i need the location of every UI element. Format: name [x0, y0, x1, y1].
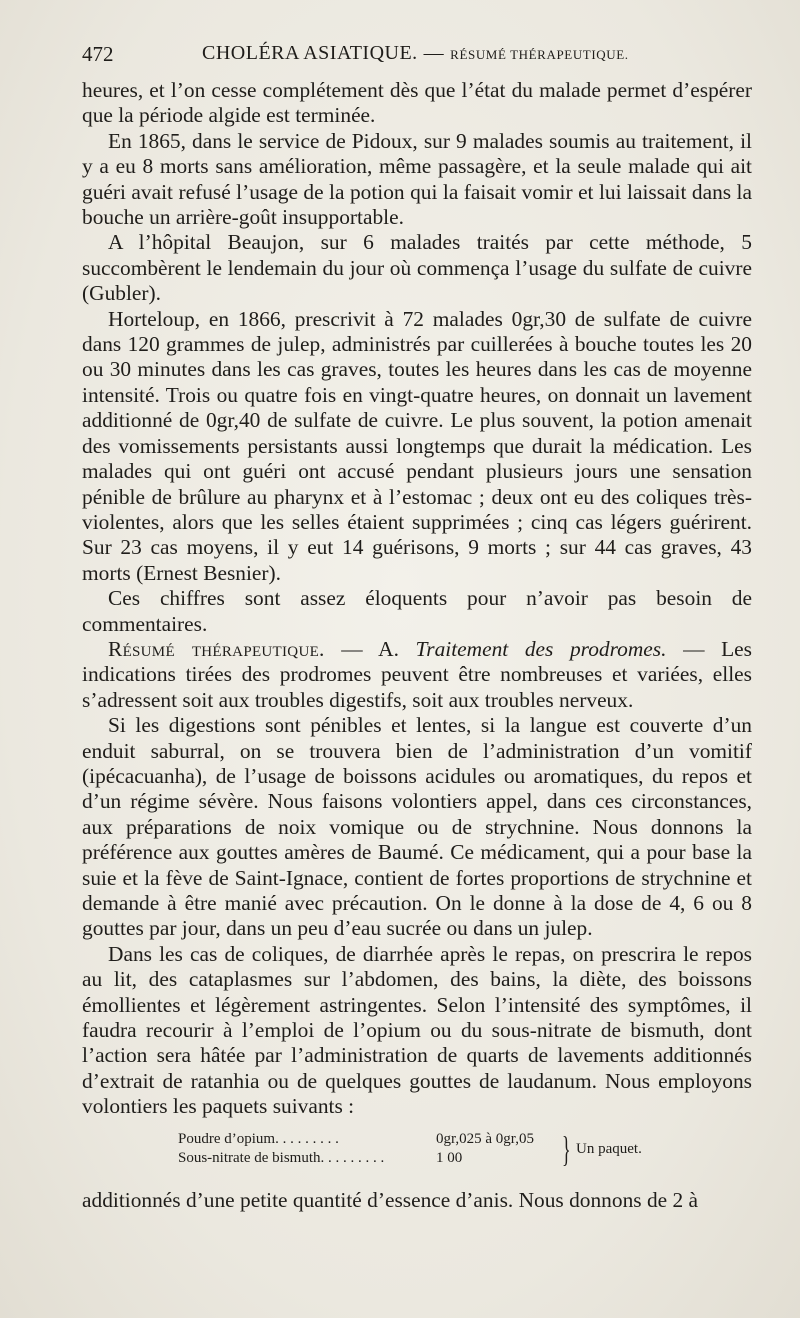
ingredient-dose: 0gr,025 à 0gr,05: [436, 1130, 534, 1147]
paragraph-3: A l’hôpital Beaujon, sur 6 malades traités par cette méthode, 5 succombèrent le lendemain du jour où commença l’usage du sulfate de cuivre (Gubler).: [82, 230, 752, 306]
ingredient-name: Poudre d’opium. . . . . . . . .: [178, 1130, 339, 1147]
ingredient-dose: 1 00: [436, 1149, 463, 1166]
paragraph-4: Horteloup, en 1866, prescrivit à 72 malades 0gr,30 de sulfate de cuivre dans 120 grammes de julep, administrés par cuillerées à bouche toutes les 20 ou 30 minutes dans les cas graves, toutes les heures dans les cas de moyenne intensité. Trois ou quatre fois en vingt-quatre heures, on donnait un lavement additionné de 0gr,40 de sulfate de cuivre. Le plus souvent, la potion amenait des vomissements persistants aussi longtemps que durait la médication. Les malades qui ont guéri ont accusé pendant plusieurs jours une sensation pénible de brûlure au pharynx et à l’estomac ; deux ont eu des coliques très-violentes, alors que les selles étaient supprimées ; cinq cas légers guérirent. Sur 23 cas moyens, il y eut 14 guérisons, 9 morts ; sur 44 cas graves, 43 morts (Ernest Besnier).: [82, 306, 752, 585]
paragraph-2: En 1865, dans le service de Pidoux, sur 9 malades soumis au traitement, il y a eu 8 morts sans amélioration, même passagère, et la seule malade qui ait guéri avait refusé l’usage de la potion qui la faisait vomir et lui laissait dans la bouche un arrière-goût insupportable.: [82, 128, 752, 230]
prescription-row: [178, 1130, 534, 1149]
prescription-note: Un paquet.: [576, 1140, 642, 1157]
paragraph-1: heures, et l’on cesse complétement dès que l’état du malade permet d’espérer que la période algide est terminée.: [82, 78, 752, 128]
summary-heading: Traitement des prodromes.: [415, 636, 667, 661]
paragraph-5: Ces chiffres sont assez éloquents pour n’avoir pas besoin de commentaires.: [82, 586, 752, 636]
page-number: 472: [82, 42, 114, 66]
summary-text: — Les indications tirées des prodromes peuvent être nombreuses et variées, elles s’adressent soit aux troubles digestifs, soit aux troubles nerveux.: [82, 636, 752, 712]
section-title: RÉSUMÉ THÉRAPEUTIQUE.: [450, 47, 629, 62]
running-title: [202, 42, 629, 65]
paragraph-9: additionnés d’une petite quantité d’essence d’anis. Nous donnons de 2 à: [82, 1187, 699, 1212]
summary-label: Résumé thérapeutique.: [108, 636, 325, 661]
prescription-row: [178, 1149, 462, 1168]
title-dash: —: [423, 42, 445, 64]
paragraph-6: [82, 637, 752, 713]
brace-symbol: }: [562, 1128, 571, 1169]
summary-section-marker: — A.: [324, 636, 416, 661]
ingredient-name: Sous-nitrate de bismuth. . . . . . . . .: [178, 1149, 385, 1166]
paragraph-7: Si les digestions sont pénibles et lentes, si la langue est couverte d’un enduit saburral, on se trouvera bien de l’administration d’un vomitif (ipécacuanha), de l’usage de boissons acidules ou aromatiques, du repos et d’un régime sévère. Nous faisons volontiers appel, dans ces circonstances, aux préparations de noix vomique ou de strychnine. Nous donnons la préférence aux gouttes amères de Baumé. Ce médicament, qui a pour base la suie et la fève de Saint-Ignace, contient de fortes proportions de strychnine et demande à être manié avec précaution. On le donne à la dose de 4, 6 ou 8 gouttes par jour, dans un peu d’eau sucrée ou dans un julep.: [82, 713, 752, 941]
chapter-title: CHOLÉRA ASIATIQUE.: [202, 42, 418, 64]
paragraph-8: Dans les cas de coliques, de diarrhée après le repas, on prescrira le repos au lit, des cataplasmes sur l’abdomen, des bains, la diète, des boissons émollientes et légèrement astringentes. Selon l’intensité des symptômes, il faudra recourir à l’emploi de l’opium ou du sous-nitrate de bismuth, dont l’action sera hâtée par l’administration de quarts de lavements additionnés d’extrait de ratanhia ou de quelques gouttes de laudanum. Nous employons volontiers les paquets suivants :: [82, 941, 752, 1119]
page-body: [82, 78, 752, 1213]
running-header: [82, 42, 752, 72]
prescription-formula: [178, 1130, 738, 1174]
